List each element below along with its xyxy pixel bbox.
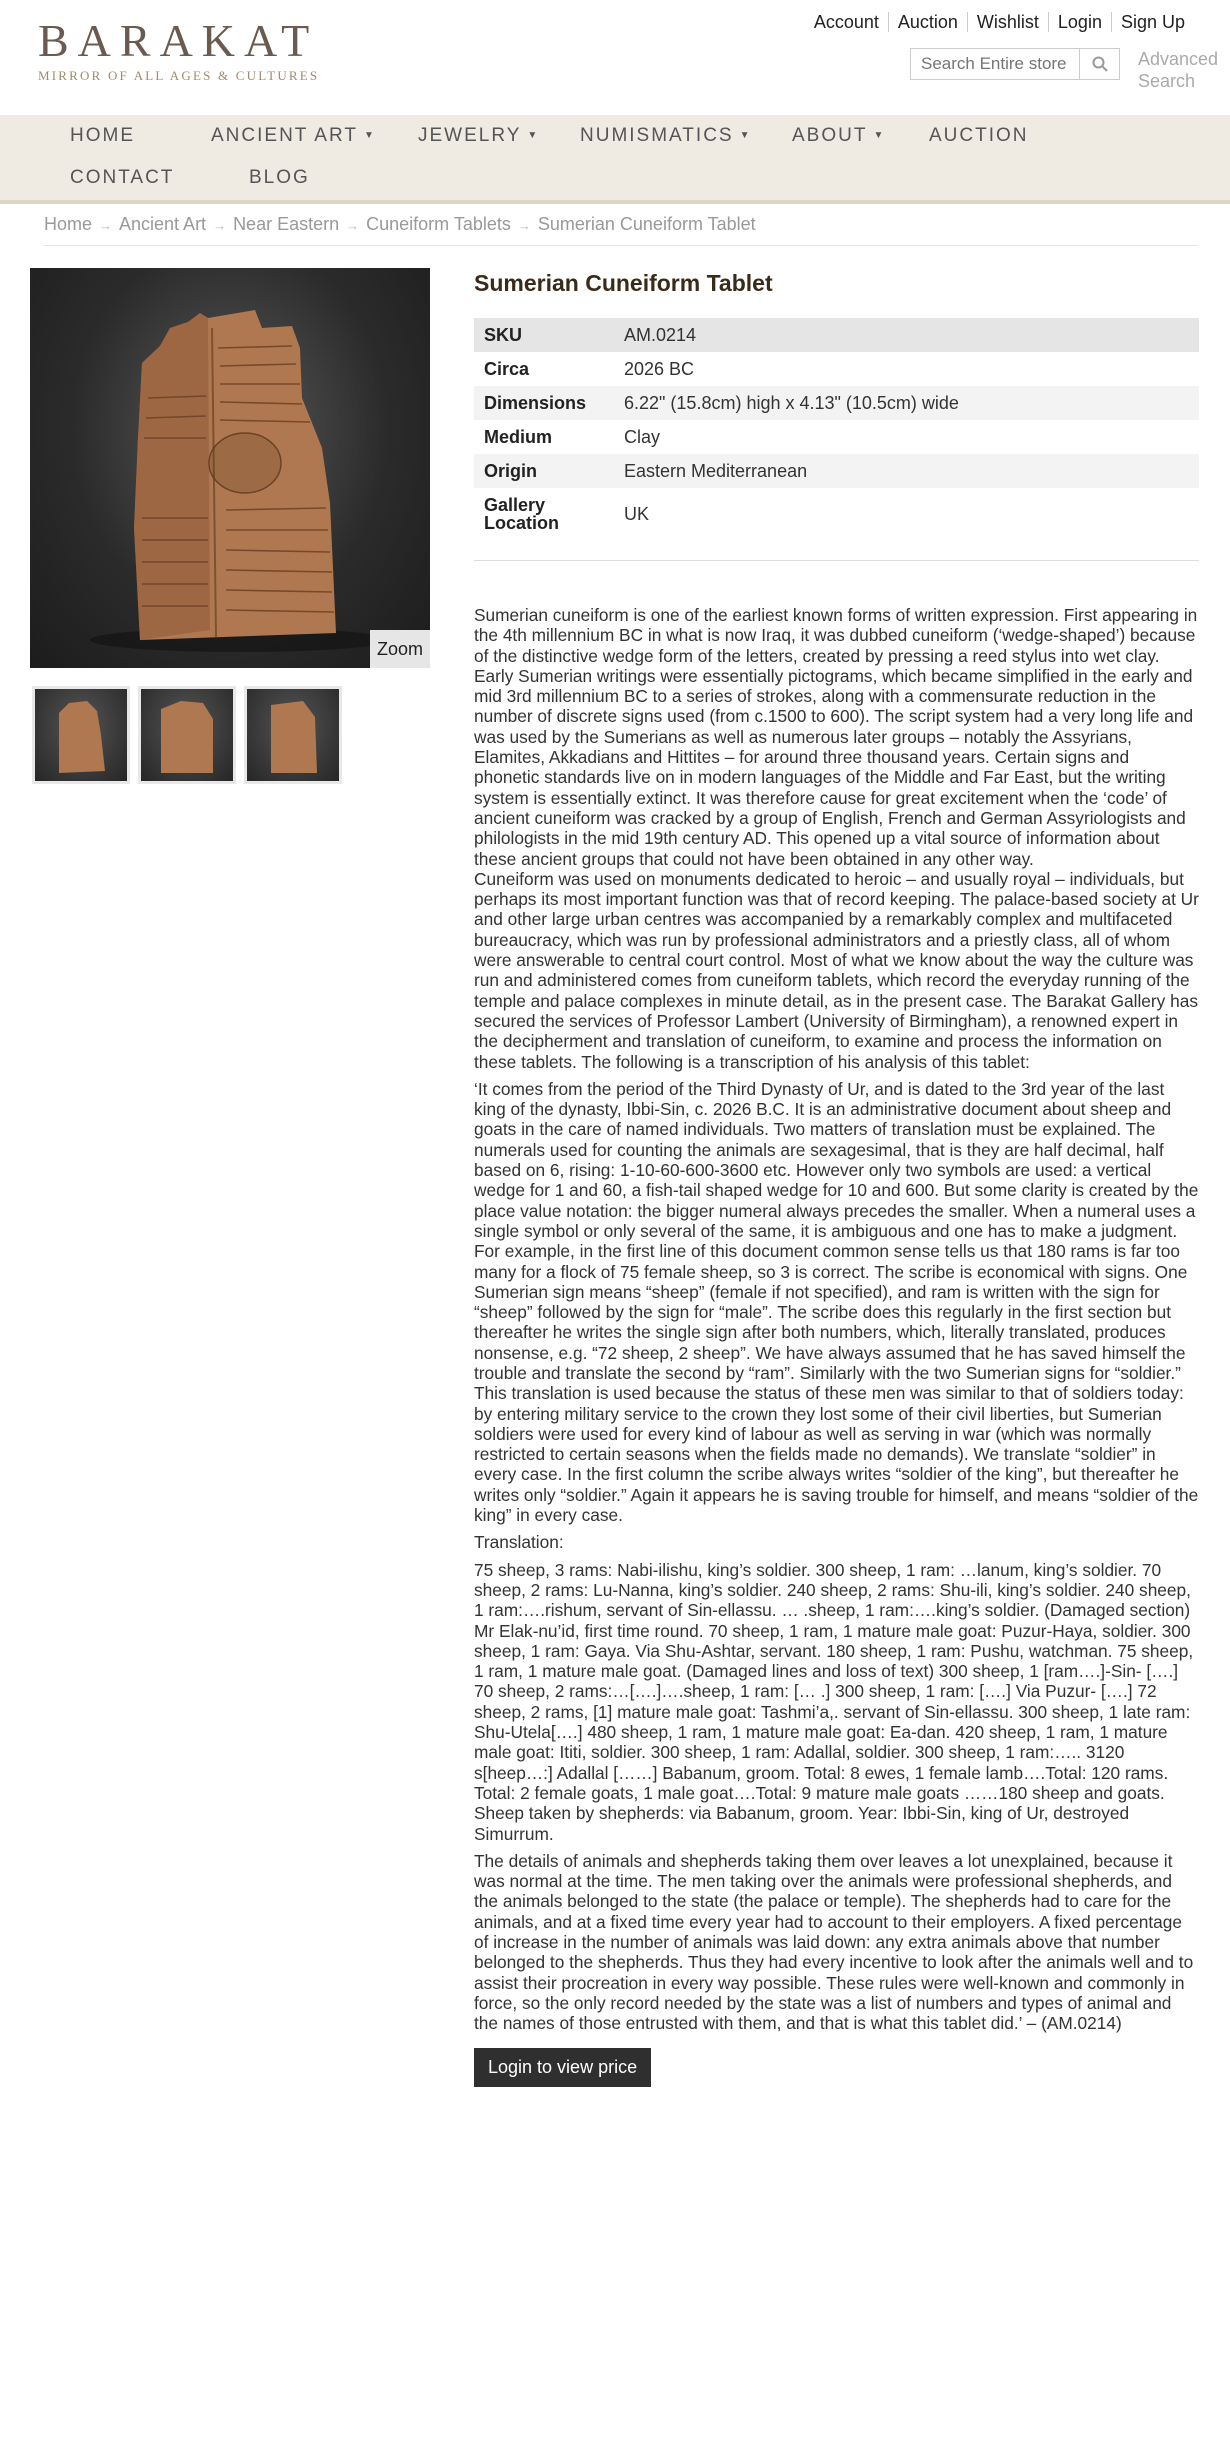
spec-value: UK bbox=[624, 504, 650, 524]
login-to-view-price-button[interactable]: Login to view price bbox=[474, 2048, 651, 2087]
chevron-down-icon: ▼ bbox=[739, 130, 752, 142]
logo[interactable] bbox=[38, 15, 320, 84]
breadcrumb-ancient-art[interactable]: Ancient Art bbox=[119, 214, 207, 234]
breadcrumb-cuneiform-tablets[interactable]: Cuneiform Tablets bbox=[366, 214, 511, 234]
search-icon bbox=[1092, 56, 1108, 72]
tablet-thumbnail-image bbox=[35, 689, 127, 781]
site-header bbox=[0, 0, 1230, 115]
search-input[interactable] bbox=[910, 48, 1080, 80]
breadcrumb bbox=[44, 214, 1198, 246]
wishlist-link[interactable]: Wishlist bbox=[967, 12, 1048, 32]
tablet-image bbox=[30, 268, 430, 668]
account-link[interactable]: Account bbox=[813, 12, 879, 32]
breadcrumb-near-eastern[interactable]: Near Eastern bbox=[233, 214, 340, 234]
nav-home[interactable] bbox=[70, 125, 135, 147]
nav-numismatics-label: NUMISMATICS bbox=[580, 125, 734, 146]
spec-key: Circa bbox=[484, 358, 530, 379]
nav-jewelry-label: JEWELRY bbox=[418, 125, 522, 146]
auction-link[interactable]: Auction bbox=[888, 12, 967, 32]
description-paragraph: ‘It comes from the period of the Third Dynasty of Ur, and is dated to the 3rd year of the last king of the dynasty, Ibbi-Sin, c. 2026 B.C. It is an administrative document about sheep and goats in the care of named individuals. Two matters of translation must be explained. The numerals used for counting the animals are sexagesimal, that is they are half decimal, half based on 6, rising: 1-10-60-600-3600 etc. However only two symbols are used: a vertical wedge for 1 and 60, a fish-tail shaped wedge for 10 and 600. But some clarity is created by the place value notation: the bigger numeral always precedes the smaller. When a numeral uses a single symbol or only several of the same, it is ambiguous and one has to make a judgment. For example, in the first line of this document common sense tells us that 180 rams is far too many for a flock of 75 female sheep, so 3 is correct. The scribe is economical with signs. One Sumerian sign means “sheep” (female if not specified), and ram is written with the sign for “sheep” followed by the sign for “male”. The scribe does this regularly in the first section but thereafter he writes the single sign after both numbers, which, literally translated, produces nonsense, e.g. “72 sheep, 2 sheep”. We have always assumed that he has saved himself the trouble and translate the second by “ram”. Similarly with the two Sumerian signs for “soldier.” This translation is used because the status of these men was similar to that of soldiers today: by entering military service to the crown they lost some of their civil liberties, but Sumerian soldiers were used for every kind of labour as well as serving in war (which was normally restricted to certain seasons when the fields made no demands). We translate “soldier” in every case. In the first column the scribe always writes “soldier of the king”, but thereafter he writes only “soldier.” Again it appears he is saving trouble for himself, and means “soldier of the king” in every case. bbox=[474, 1078, 1199, 1526]
thumbnail-1[interactable] bbox=[32, 686, 130, 784]
nav-blog[interactable] bbox=[249, 167, 310, 189]
nav-contact[interactable] bbox=[70, 167, 174, 189]
signup-link[interactable]: Sign Up bbox=[1111, 12, 1194, 32]
spec-row-origin bbox=[474, 454, 1199, 488]
description-paragraph: Sumerian cuneiform is one of the earliest known forms of written expression. First appearing in the 4th millennium BC in what is now Iraq, it was dubbed cuneiform (‘wedge-shaped’) because of the distinctive wedge form of the letters, created by pressing a reed stylus into wet clay. Early Sumerian writings were essentially pictograms, which became simplified in the early and mid 3rd millennium BC to a series of strokes, along with a commensurate reduction in the number of discrete signs used (from c.1500 to 600). The script system had a very long life and was used by the Sumerians as well as numerous later groups – notably the Assyrians, Elamites, Akkadians and Hittites – for around three thousand years. Certain signs and phonetic standards live on in modern languages of the Middle and Far East, but the writing system is essentially extinct. It was therefore cause for great excitement when the ‘code’ of ancient cuneiform was cracked by a group of English, French and German Assyriologists and philologists in the mid 19th century AD. This opened up a vital source of information about these ancient groups that could not have been obtained in any other way. bbox=[474, 605, 1198, 869]
chevron-down-icon: ▼ bbox=[527, 130, 540, 142]
nav-about-label: ABOUT bbox=[792, 125, 868, 146]
zoom-button[interactable]: Zoom bbox=[370, 630, 430, 668]
nav-blog-label: BLOG bbox=[249, 167, 310, 188]
nav-numismatics[interactable] bbox=[580, 125, 752, 147]
description-paragraph: 75 sheep, 3 rams: Nabi-ilishu, king’s soldier. 300 sheep, 1 ram: …lanum, king’s soldier. 70 sheep, 2 rams: Lu-Nanna, king’s soldier. 240 sheep, 2 rams: Shu-ili, king’s soldier. 240 sheep, 1 ram:….rishum, servant of Sin-ellassu. … .sheep, 1 ram:….king’s soldier. (Damaged section) Mr Elak-nu’id, first time round. 70 sheep, 1 ram, 1 mature male goat: Puzur-Haya, soldier. 300 sheep, 1 ram: Gaya. Via Shu-Ashtar, servant. 180 sheep, 1 ram: Pushu, watchman. 75 sheep, 1 ram, 1 mature male goat. (Damaged lines and loss of text) 300 sheep, 1 [ram….]-Sin- [….] 70 sheep, 2 rams:…[….]….sheep, 1 ram: [… .] 300 sheep, 1 ram: [….] Via Puzur- [….] 72 sheep, 2 rams, [1] mature male goat: Tashmi’a,. servant of Sin-ellassu. 300 sheep, 1 late ram: Shu-Utela[….] 480 sheep, 1 ram, 1 mature male goat: Ea-dan. 420 sheep, 1 ram, 1 mature male goat: Ititi, soldier. 300 sheep, 1 ram: Adallal, soldier. 300 sheep, 1 ram:….. 3120 s[heep…:] Adallal [……] Babanum, groom. Total: 8 ewes, 1 female lamb….Total: 120 rams. Total: 2 female goats, 1 male goat….Total: 9 mature male goats ……180 sheep and goats. Sheep taken by shepherds: via Babanum, groom. Year: Ibbi-Sin, king of Ur, destroyed Simurrum. bbox=[474, 1559, 1194, 1844]
spec-row-circa bbox=[474, 352, 1199, 386]
tablet-thumbnail-image bbox=[141, 689, 233, 781]
advanced-search-line2: Search bbox=[1138, 71, 1196, 91]
top-links bbox=[805, 12, 1194, 32]
spec-value: Clay bbox=[624, 426, 661, 447]
thumbnail-2[interactable] bbox=[138, 686, 236, 784]
thumbnail-strip bbox=[32, 686, 350, 784]
breadcrumb-home[interactable]: Home bbox=[44, 214, 93, 234]
arrow-right-icon: → bbox=[213, 218, 227, 233]
description-paragraph: Translation: bbox=[474, 1532, 564, 1553]
product-description bbox=[474, 605, 1199, 2033]
chevron-down-icon: ▼ bbox=[873, 130, 886, 142]
product-title: Sumerian Cuneiform Tablet bbox=[474, 270, 773, 296]
spec-value: Eastern Mediterranean bbox=[614, 454, 1199, 488]
main-nav bbox=[0, 115, 1230, 204]
description-paragraph: The details of animals and shepherds taking them over leaves a lot unexplained, because it was normal at the time. The men taking over the animals were professional shepherds, and the animals belonged to the state (the palace or temple). The shepherds had to care for the animals, and at a fixed time every year had to account to their employers. A fixed percentage of increase in the number of animals was laid down: any extra animals above that number belonged to the shepherds. Thus they had every incentive to look after the animals well and to assist their procreation in every way possible. These rules were well-known and commonly in force, so the only record needed by the state was a list of numbers and types of animal and the names of those entrusted with them, and that is what this tablet did.’ – (AM.0214) bbox=[474, 1850, 1194, 2034]
spec-value: AM.0214 bbox=[614, 318, 1199, 352]
advanced-search-link[interactable] bbox=[1138, 48, 1218, 92]
tablet-thumbnail-image bbox=[247, 689, 339, 781]
spec-row-sku bbox=[474, 318, 1199, 352]
chevron-down-icon: ▼ bbox=[363, 130, 376, 142]
arrow-right-icon: → bbox=[346, 218, 360, 233]
breadcrumb-current: Sumerian Cuneiform Tablet bbox=[537, 214, 756, 234]
spec-value: 6.22" (15.8cm) high x 4.13" (10.5cm) wide bbox=[614, 386, 1199, 420]
nav-jewelry[interactable] bbox=[418, 125, 539, 147]
spec-row-dimensions bbox=[474, 386, 1199, 420]
nav-auction-label: AUCTION bbox=[929, 125, 1029, 146]
spec-row-medium bbox=[474, 420, 1199, 454]
spec-table bbox=[474, 318, 1199, 540]
search-bar bbox=[910, 48, 1120, 80]
divider bbox=[474, 560, 1199, 561]
logo-subtitle: MIRROR OF ALL AGES & CULTURES bbox=[38, 68, 320, 83]
arrow-right-icon: → bbox=[517, 218, 531, 233]
thumbnail-3[interactable] bbox=[244, 686, 342, 784]
spec-key: Dimensions bbox=[474, 386, 614, 420]
spec-row-gallery-location bbox=[474, 488, 1199, 540]
description-paragraph: Cuneiform was used on monuments dedicated to heroic – and usually royal – individuals, but perhaps its most important function was that of record keeping. The palace-based society at Ur and other large urban centres was accompanied by a remarkably complex and multifaceted bureaucracy, which was run by professional administrators and a priestly class, all of whom were answerable to central court control. Most of what we know about the way the culture was run and administered comes from cuneiform tablets, which record the everyday running of the temple and palace complexes in minute detail, as in the present case. The Barakat Gallery has secured the services of Professor Lambert (University of Birmingham), a renowned expert in the decipherment and translation of cuneiform, to examine and process the information on these tablets. The following is a transcription of his analysis of this tablet: bbox=[474, 868, 1199, 1072]
product-info bbox=[474, 268, 1199, 2087]
spec-key: Gallery Location bbox=[484, 495, 559, 533]
spec-key: Medium bbox=[484, 426, 553, 447]
spec-key: SKU bbox=[474, 318, 614, 352]
spec-key: Origin bbox=[474, 454, 614, 488]
nav-ancient-art[interactable] bbox=[211, 125, 376, 147]
login-link[interactable]: Login bbox=[1048, 12, 1111, 32]
nav-ancient-art-label: ANCIENT ART bbox=[211, 125, 358, 146]
spec-value: 2026 BC bbox=[624, 358, 695, 379]
logo-title: BARAKAT bbox=[38, 15, 319, 66]
product-image[interactable] bbox=[30, 268, 430, 668]
arrow-right-icon: → bbox=[99, 218, 113, 233]
nav-auction[interactable] bbox=[929, 125, 1029, 147]
advanced-search-line1: Advanced bbox=[1138, 49, 1219, 69]
nav-about[interactable] bbox=[792, 125, 885, 147]
search-button[interactable] bbox=[1080, 48, 1120, 80]
nav-home-label: HOME bbox=[70, 125, 135, 146]
nav-contact-label: CONTACT bbox=[70, 167, 175, 188]
